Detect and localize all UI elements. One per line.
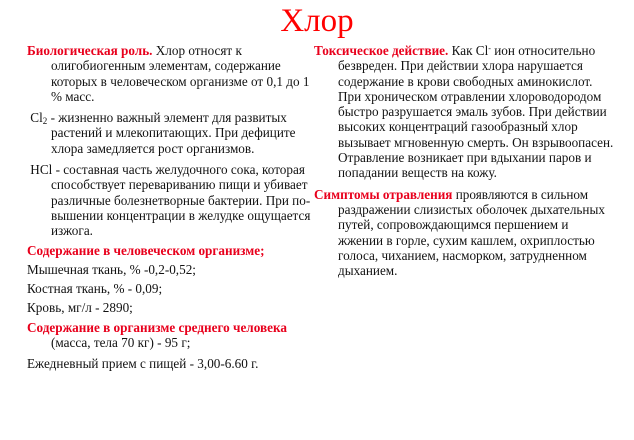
average-content-text: (масса, тела 70 кг) - 95 г; [51,335,191,351]
toxic-heading: Токсическое действие. [314,43,449,58]
average-content-heading: Содержание в организме среднего человека [27,319,287,335]
cl2-text: - жизненно важный элемент для развитых растений и млекопитающих. При дефиците хлора замедляется рост организмов. [47,110,296,156]
toxic-prefix: Как Cl [448,43,489,58]
hcl-text: HCl - составная часть желудочного сока, которая способствует перевариванию пищи и убивает различные болезнетворные бактерии. При по-вышении концентрации в желудке ощущается изжога. [30,162,311,239]
symptoms-text: проявляются в сильном раздражении слизистых оболочек дыхательных путей, сопровождающимся першением и жжении в горле, сухим кашлем, охриплостью голоса, чиханием, насморком, затрудненном дыханием. [338,186,605,279]
right-column [314,43,614,278]
bio-role-paragraph [27,43,312,104]
cl2-subscript: 2 [42,116,48,127]
hcl-paragraph [27,162,312,238]
toxic-text: ион относительно безвреден. При действии хлора нарушается содержание в крови свободных аминокислот. При хроническом отравлении хлороводородом быстро разрушается эмаль зубов. При действии высоких концентраций газообразный хлор вызывает мгновенную смерть. Он взрывоопасен. Отравление возникает при вдыхании паров и попадании веществ на кожу. [338,43,614,181]
blood-content: Кровь, мг/л - 2890; [27,300,133,316]
symptoms-heading: Симптомы отравления [314,186,453,202]
symptoms-paragraph [314,187,614,279]
bio-role-heading: Биологическая роль. [27,43,153,58]
cl2-paragraph [27,110,312,156]
content-heading: Содержание в человеческом организме; [27,242,265,258]
bio-role-text: Хлор относят к олигобиогенным элементам, содержание которых в человеческом организме от 0,1 до 1 % масс. [51,43,310,104]
toxic-paragraph [314,43,614,181]
muscle-content: Мышечная ткань, % -0,2-0,52; [27,261,196,277]
left-column [27,43,312,372]
cl2-symbol: Cl [30,110,43,126]
daily-intake: Ежедневный прием с пищей - 3,00-6.60 г. [27,356,259,372]
average-content-paragraph [27,320,312,351]
bone-content: Костная ткань, % - 0,09; [27,281,163,297]
chloride-superscript: - [488,44,491,53]
page-title: Хлор [280,3,354,39]
